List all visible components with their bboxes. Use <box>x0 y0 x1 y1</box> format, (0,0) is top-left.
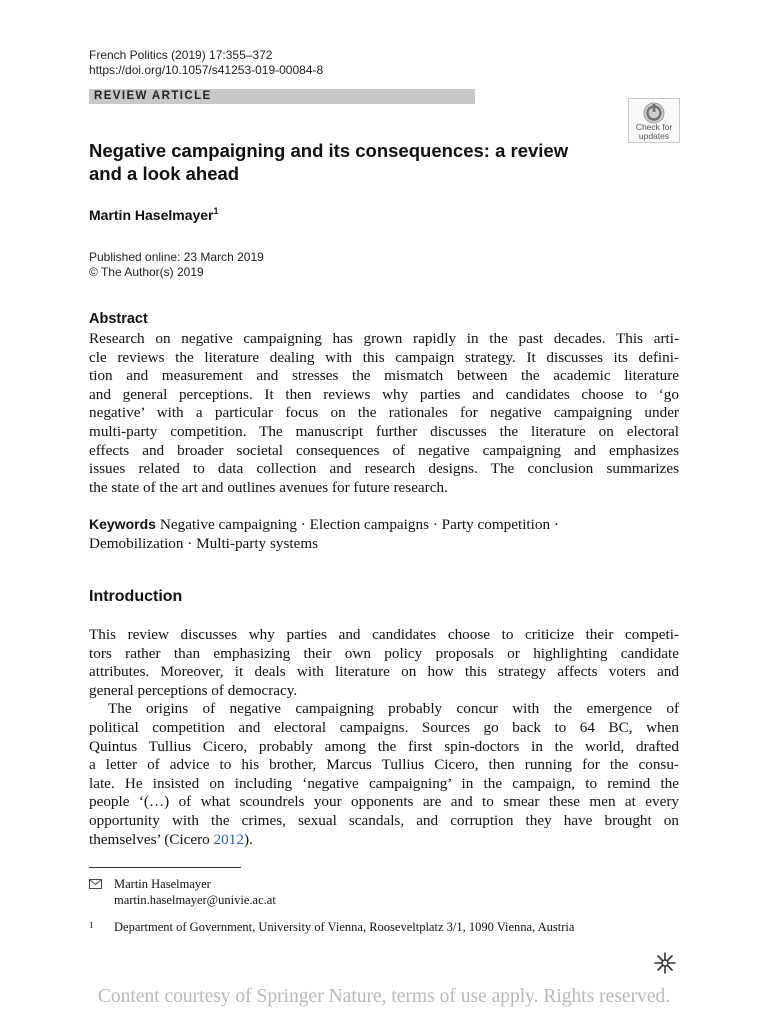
intro-line: late. He insisted on including ‘negative campaigning’ in the campaign, to remind the <box>89 774 679 792</box>
keywords-line-2: Demobilization · Multi-party systems <box>89 535 319 552</box>
article-type-label: REVIEW ARTICLE <box>94 90 212 102</box>
envelope-icon <box>89 879 102 889</box>
title-line-2: and a look ahead <box>89 163 240 184</box>
abstract-line: multi-party competition. The manuscript further discusses the literature on electoral <box>89 422 679 440</box>
intro-line: themselves’ (Cicero 2012). <box>89 830 253 848</box>
article-type-banner <box>89 89 475 104</box>
abstract-line: and general perceptions. It then reviews why parties and candidates choose to ‘go <box>89 385 679 403</box>
intro-line: tors rather than emphasizing their own policy proposals or highlighting candidate <box>89 644 679 662</box>
abstract-line: tion and measurement and stresses the mismatch between the academic literature <box>89 367 679 385</box>
springer-horse-logo-icon <box>652 950 678 976</box>
abstract-line: issues related to data collection and research designs. The conclusion summarizes <box>89 460 679 478</box>
check-for-updates-text: Check for updates <box>635 122 673 141</box>
introduction-heading: Introduction <box>89 588 183 605</box>
keywords <box>89 515 679 553</box>
published-date: Published online: 23 March 2019 <box>89 250 264 264</box>
intro-line: Quintus Tullius Cicero, probably among the first spin-doctors in the world, drafted <box>89 737 679 755</box>
keywords-label: Keywords <box>89 516 156 532</box>
citation-link[interactable]: 2012 <box>213 830 244 848</box>
journal-info <box>89 48 323 78</box>
intro-line: a letter of advice to his brother, Marcus Tullius Cicero, then running for the consu- <box>89 756 679 774</box>
copyright-watermark: Content courtesy of Springer Nature, terms of use apply. Rights reserved. <box>97 986 671 1007</box>
affiliation-marker[interactable]: 1 <box>213 206 219 216</box>
introduction-body <box>89 626 679 849</box>
author-name: Martin Haselmayer <box>89 207 214 223</box>
contact-email[interactable]: martin.haselmayer@univie.ac.at <box>114 893 276 907</box>
copyright: © The Author(s) 2019 <box>89 265 204 279</box>
abstract-line: cle reviews the literature dealing with this campaign strategy. It discusses its defini- <box>89 348 679 366</box>
contact-name: Martin Haselmayer <box>114 877 211 891</box>
check-for-updates-icon <box>643 102 665 124</box>
doi-link[interactable]: https://doi.org/10.1057/s41253-019-00084-8 <box>89 63 324 77</box>
abstract-heading: Abstract <box>89 311 148 327</box>
abstract-body <box>89 330 679 497</box>
article-title <box>89 139 609 185</box>
intro-line: This review discusses why parties and candidates choose to criticize their competi- <box>89 626 679 643</box>
title-line-1: Negative campaigning and its consequences: a review <box>89 140 569 161</box>
intro-line: attributes. Moreover, it deals with literature on how this strategy affects voters and <box>89 663 679 681</box>
abstract-line: Research on negative campaigning has grown rapidly in the past decades. This arti- <box>89 330 679 347</box>
intro-line: general perceptions of democracy. <box>89 681 298 699</box>
abstract-line: negative’ with a particular focus on the rationales for negative campaigning under <box>89 404 679 422</box>
footnote-divider <box>89 867 241 868</box>
affiliation-number: 1 <box>89 920 94 930</box>
intro-line: people ‘(…) of what scoundrels your opponents are and to smear these men at every <box>89 793 679 811</box>
intro-line: The origins of negative campaigning probably concur with the emergence of <box>108 700 679 718</box>
author <box>89 207 219 223</box>
publication-info <box>89 250 264 280</box>
affiliation-text: Department of Government, University of Vienna, Rooseveltplatz 3/1, 1090 Vienna, Austria <box>114 920 575 934</box>
abstract-line: the state of the art and outlines avenues for future research. <box>89 478 448 496</box>
abstract-line: effects and broader societal consequences of negative campaigning and emphasizes <box>89 441 679 459</box>
journal-citation: French Politics (2019) 17:355–372 <box>89 48 273 62</box>
intro-line: opportunity with the crimes, sexual scandals, and corruption they have brought on <box>89 811 679 829</box>
check-for-updates-badge[interactable] <box>628 98 680 143</box>
intro-line: political competition and electoral campaigns. Sources go back to 64 BC, when <box>89 718 679 736</box>
keywords-line-1: Negative campaigning · Election campaigns · Party competition · <box>159 516 559 533</box>
